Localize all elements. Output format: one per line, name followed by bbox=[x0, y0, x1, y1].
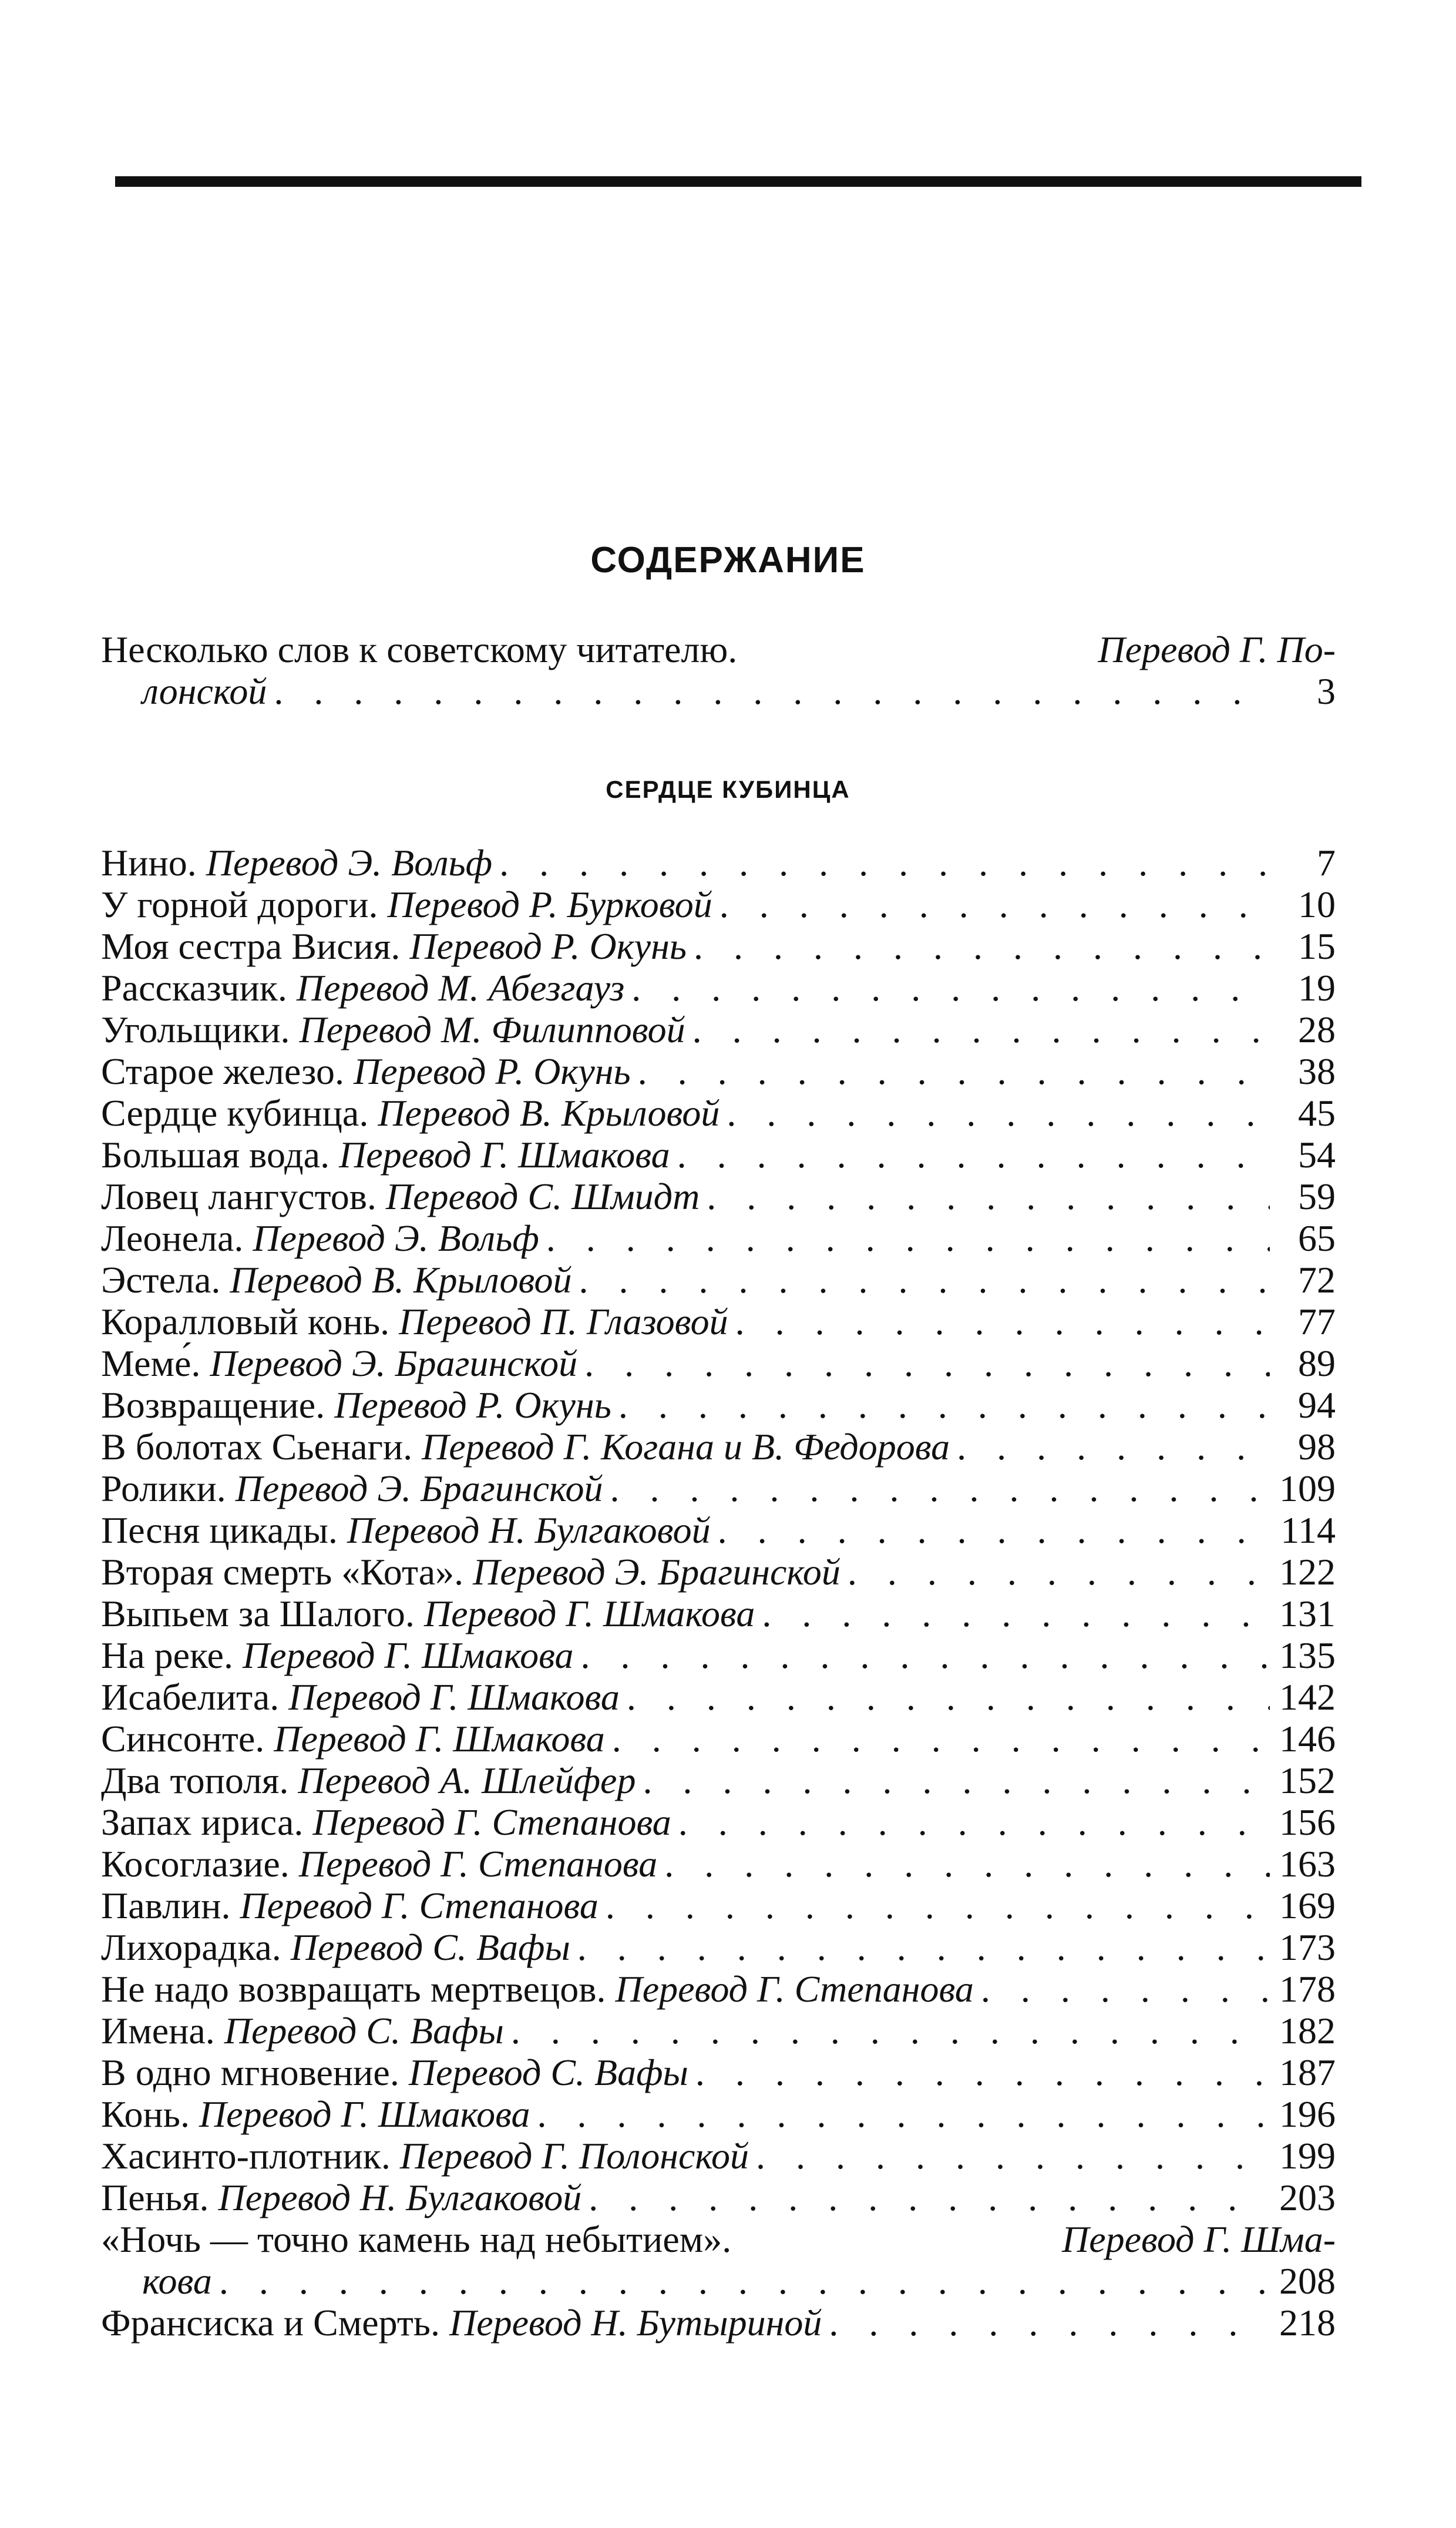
dot-leader bbox=[727, 1092, 1270, 1134]
entry-title: Выпьем за Шалого. bbox=[101, 1593, 415, 1634]
toc-entry bbox=[101, 1676, 1336, 1718]
dot-leader bbox=[638, 1050, 1270, 1092]
page-number: 135 bbox=[1279, 1634, 1336, 1676]
dot-leader bbox=[618, 1384, 1270, 1426]
entry-translator: Перевод Г. По- bbox=[1098, 629, 1336, 670]
toc-entry bbox=[101, 1843, 1336, 1885]
page-number: 54 bbox=[1298, 1134, 1336, 1176]
toc-entry bbox=[101, 2135, 1336, 2177]
dot-leader bbox=[511, 2010, 1270, 2052]
dot-leader bbox=[677, 1134, 1270, 1176]
toc-entry bbox=[101, 1885, 1336, 1926]
entry-title: У горной дороги. bbox=[101, 884, 378, 925]
page-number: 131 bbox=[1279, 1593, 1336, 1634]
page-number: 182 bbox=[1279, 2010, 1336, 2052]
page-number: 146 bbox=[1279, 1718, 1336, 1760]
entry-translator: Перевод Г. Шмакова bbox=[288, 1676, 620, 1718]
toc-entry bbox=[101, 1426, 1336, 1468]
entry-translator: Перевод Н. Булгаковой bbox=[218, 2177, 582, 2218]
page-number: 142 bbox=[1279, 1676, 1336, 1718]
entry-translator: Перевод Э. Брагинской bbox=[210, 1342, 578, 1384]
toc-entry bbox=[101, 1718, 1336, 1760]
dot-leader bbox=[678, 1801, 1270, 1843]
toc-entry bbox=[101, 1384, 1336, 1426]
toc-entry bbox=[101, 1968, 1336, 2010]
entry-title: Вторая смерть «Кота». bbox=[101, 1551, 464, 1593]
toc-entry bbox=[101, 1050, 1336, 1092]
entry-title: Несколько слов к советскому читателю. bbox=[101, 629, 738, 670]
toc-entry bbox=[101, 1259, 1336, 1301]
page-number: 89 bbox=[1298, 1342, 1336, 1384]
entry-translator: Перевод С. Вафы bbox=[290, 1926, 570, 1968]
toc-entry bbox=[101, 967, 1336, 1009]
toc-entry-preface bbox=[101, 629, 1336, 712]
toc-entry bbox=[101, 925, 1336, 967]
dot-leader bbox=[848, 1551, 1270, 1593]
entry-title: Песня цикады. bbox=[101, 1509, 338, 1551]
dot-leader bbox=[957, 1426, 1270, 1468]
dot-leader bbox=[643, 1760, 1270, 1801]
toc-entry bbox=[101, 1760, 1336, 1801]
entry-title: Большая вода. bbox=[101, 1134, 330, 1176]
entry-translator: Перевод Г. Шмакова bbox=[242, 1634, 574, 1676]
toc-entry bbox=[101, 1092, 1336, 1134]
toc-entry bbox=[101, 2093, 1336, 2135]
page-number: 59 bbox=[1298, 1176, 1336, 1217]
page-number: 169 bbox=[1279, 1885, 1336, 1926]
page-number: 208 bbox=[1279, 2260, 1336, 2302]
dot-leader bbox=[692, 1009, 1270, 1050]
entry-title: Моя сестра Висия. bbox=[101, 925, 401, 967]
entry-title: «Ночь — точно камень над небытием». bbox=[101, 2218, 732, 2260]
dot-leader bbox=[537, 2093, 1270, 2135]
entry-title: Угольщики. bbox=[101, 1009, 290, 1050]
entry-title: Нино. bbox=[101, 842, 197, 884]
page-title: СОДЕРЖАНИЕ bbox=[590, 540, 866, 580]
page-number: 196 bbox=[1279, 2093, 1336, 2135]
toc-entry bbox=[101, 2052, 1336, 2093]
toc-entry bbox=[101, 2177, 1336, 2218]
dot-leader bbox=[631, 967, 1270, 1009]
entry-translator: Перевод В. Крыловой bbox=[378, 1092, 720, 1134]
entry-title: Два тополя. bbox=[101, 1760, 289, 1801]
page-number: 203 bbox=[1279, 2177, 1336, 2218]
entry-title: Возвращение. bbox=[101, 1384, 325, 1426]
dot-leader bbox=[627, 1676, 1270, 1718]
toc-list bbox=[101, 842, 1336, 2344]
toc-entry-noch bbox=[101, 2218, 1336, 2260]
toc-entry bbox=[101, 1009, 1336, 1050]
toc-entry bbox=[101, 1176, 1336, 1217]
entry-translator: Перевод Н. Бутыриной bbox=[449, 2302, 822, 2344]
toc-entry-line bbox=[101, 629, 1336, 670]
dot-leader bbox=[695, 2052, 1270, 2093]
dot-leader bbox=[718, 1509, 1270, 1551]
page-number: 94 bbox=[1298, 1384, 1336, 1426]
entry-title: Франсиска и Смерть. bbox=[101, 2302, 440, 2344]
toc-entry bbox=[101, 1801, 1336, 1843]
entry-translator: лонской bbox=[142, 670, 267, 712]
entry-translator: Перевод П. Глазовой bbox=[399, 1301, 728, 1342]
entry-translator: Перевод Г. Шмакова bbox=[199, 2093, 530, 2135]
entry-translator: Перевод Г. Шмакова bbox=[274, 1718, 605, 1760]
page-number: 122 bbox=[1279, 1551, 1336, 1593]
page-number: 163 bbox=[1279, 1843, 1336, 1885]
toc-entry bbox=[101, 2010, 1336, 2052]
entry-translator: Перевод Р. Бурковой bbox=[387, 884, 712, 925]
entry-title: Ролики. bbox=[101, 1468, 226, 1509]
entry-title: На реке. bbox=[101, 1634, 233, 1676]
entry-translator: Перевод Э. Вольф bbox=[206, 842, 493, 884]
dot-leader bbox=[219, 2260, 1270, 2302]
page-number: 19 bbox=[1298, 967, 1336, 1009]
dot-leader bbox=[546, 1217, 1270, 1259]
entry-title: Имена. bbox=[101, 2010, 215, 2052]
dot-leader bbox=[584, 1342, 1270, 1384]
entry-translator: Перевод Р. Окунь bbox=[409, 925, 687, 967]
entry-title: Коралловый конь. bbox=[101, 1301, 390, 1342]
entry-translator: Перевод Г. Степанова bbox=[240, 1885, 598, 1926]
entry-translator: Перевод С. Вафы bbox=[408, 2052, 688, 2093]
toc-entry bbox=[101, 1509, 1336, 1551]
section-heading: СЕРДЦЕ КУБИНЦА bbox=[606, 775, 850, 803]
entry-title: Запах ириса. bbox=[101, 1801, 304, 1843]
dot-leader bbox=[719, 884, 1270, 925]
page-number: 187 bbox=[1279, 2052, 1336, 2093]
toc-entry bbox=[101, 1301, 1336, 1342]
dot-leader bbox=[606, 1885, 1270, 1926]
toc-entry bbox=[101, 1551, 1336, 1593]
toc-entry bbox=[101, 1593, 1336, 1634]
entry-translator: Перевод Г. Шмакова bbox=[423, 1593, 755, 1634]
dot-leader bbox=[762, 1593, 1270, 1634]
entry-title: Синсонте. bbox=[101, 1718, 265, 1760]
page-number: 199 bbox=[1279, 2135, 1336, 2177]
page-number: 156 bbox=[1279, 1801, 1336, 1843]
entry-translator: Перевод В. Крыловой bbox=[230, 1259, 572, 1301]
entry-translator: Перевод Р. Окунь bbox=[354, 1050, 631, 1092]
dot-leader bbox=[579, 1259, 1270, 1301]
page-number: 98 bbox=[1298, 1426, 1336, 1468]
entry-title: Не надо возвращать мертвецов. bbox=[101, 1968, 606, 2010]
toc-entry-line bbox=[101, 670, 1336, 712]
entry-translator: Перевод Г. Шмакова bbox=[339, 1134, 670, 1176]
entry-translator: Перевод Э. Брагинской bbox=[235, 1468, 603, 1509]
entry-translator: Перевод Г. Степанова bbox=[615, 1968, 974, 2010]
entry-translator: Перевод Г. Когана и В. Федорова bbox=[422, 1426, 950, 1468]
entry-title: В одно мгновение. bbox=[101, 2052, 399, 2093]
page-number: 72 bbox=[1298, 1259, 1336, 1301]
entry-translator: Перевод С. Шмидт bbox=[385, 1176, 700, 1217]
dot-leader bbox=[694, 925, 1270, 967]
page-number: 7 bbox=[1317, 842, 1336, 884]
page-number: 28 bbox=[1298, 1009, 1336, 1050]
entry-translator: Перевод А. Шлейфер bbox=[298, 1760, 636, 1801]
page-number: 218 bbox=[1279, 2302, 1336, 2344]
toc-entry-noch-cont bbox=[101, 2260, 1336, 2302]
entry-translator: Перевод Н. Булгаковой bbox=[347, 1509, 711, 1551]
entry-title: Леонела. bbox=[101, 1217, 244, 1259]
entry-title: Косоглазие. bbox=[101, 1843, 290, 1885]
entry-title: Сердце кубинца. bbox=[101, 1092, 369, 1134]
entry-translator: Перевод М. Филипповой bbox=[299, 1009, 685, 1050]
entry-title: Лихорадка. bbox=[101, 1926, 281, 1968]
entry-title: Исабелита. bbox=[101, 1676, 280, 1718]
page-number: 77 bbox=[1298, 1301, 1336, 1342]
toc-entry bbox=[101, 1634, 1336, 1676]
dot-leader bbox=[589, 2177, 1270, 2218]
toc-entry bbox=[101, 884, 1336, 925]
dot-leader bbox=[499, 842, 1270, 884]
entry-title: Конь. bbox=[101, 2093, 190, 2135]
entry-translator: кова bbox=[142, 2260, 212, 2302]
page-number: 109 bbox=[1279, 1468, 1336, 1509]
toc-entry bbox=[101, 1134, 1336, 1176]
entry-translator: Перевод Г. Шма- bbox=[1062, 2218, 1336, 2260]
dot-leader bbox=[610, 1468, 1270, 1509]
page-number: 45 bbox=[1298, 1092, 1336, 1134]
page-number: 178 bbox=[1279, 1968, 1336, 2010]
page-number: 3 bbox=[1317, 670, 1336, 712]
toc-entry bbox=[101, 1342, 1336, 1384]
entry-title: В болотах Сьенаги. bbox=[101, 1426, 413, 1468]
entry-title: Меме́. bbox=[101, 1342, 201, 1384]
dot-leader bbox=[577, 1926, 1270, 1968]
dot-leader bbox=[756, 2135, 1270, 2177]
toc-entry bbox=[101, 1468, 1336, 1509]
entry-translator: Перевод Э. Вольф bbox=[253, 1217, 539, 1259]
dot-leader bbox=[274, 670, 1270, 712]
entry-title: Эстела. bbox=[101, 1259, 221, 1301]
entry-title: Павлин. bbox=[101, 1885, 231, 1926]
entry-translator: Перевод С. Вафы bbox=[224, 2010, 504, 2052]
dot-leader bbox=[981, 1968, 1270, 2010]
toc-entry-fransiska bbox=[101, 2302, 1336, 2344]
entry-translator: Перевод Г. Степанова bbox=[312, 1801, 671, 1843]
toc-entry bbox=[101, 842, 1336, 884]
top-rule bbox=[115, 176, 1361, 187]
entry-translator: Перевод Р. Окунь bbox=[334, 1384, 611, 1426]
entry-title: Хасинто-плотник. bbox=[101, 2135, 391, 2177]
dot-leader bbox=[612, 1718, 1270, 1760]
entry-translator: Перевод М. Абезгауз bbox=[296, 967, 625, 1009]
page-number: 65 bbox=[1298, 1217, 1336, 1259]
page-number: 15 bbox=[1298, 925, 1336, 967]
toc-entry bbox=[101, 1926, 1336, 1968]
dot-leader bbox=[580, 1634, 1270, 1676]
page-number: 114 bbox=[1280, 1509, 1336, 1551]
entry-translator: Перевод Г. Степанова bbox=[298, 1843, 658, 1885]
toc-entry bbox=[101, 1217, 1336, 1259]
dot-leader bbox=[829, 2302, 1270, 2344]
page-number: 173 bbox=[1279, 1926, 1336, 1968]
dot-leader bbox=[664, 1843, 1270, 1885]
page-number: 38 bbox=[1298, 1050, 1336, 1092]
entry-title: Рассказчик. bbox=[101, 967, 287, 1009]
entry-title: Пенья. bbox=[101, 2177, 209, 2218]
entry-translator: Перевод Г. Полонской bbox=[399, 2135, 749, 2177]
entry-title: Ловец лангустов. bbox=[101, 1176, 376, 1217]
entry-title: Старое железо. bbox=[101, 1050, 344, 1092]
entry-translator: Перевод Э. Брагинской bbox=[473, 1551, 840, 1593]
dot-leader bbox=[735, 1301, 1270, 1342]
page-number: 10 bbox=[1298, 884, 1336, 925]
dot-leader bbox=[707, 1176, 1270, 1217]
page-number: 152 bbox=[1279, 1760, 1336, 1801]
